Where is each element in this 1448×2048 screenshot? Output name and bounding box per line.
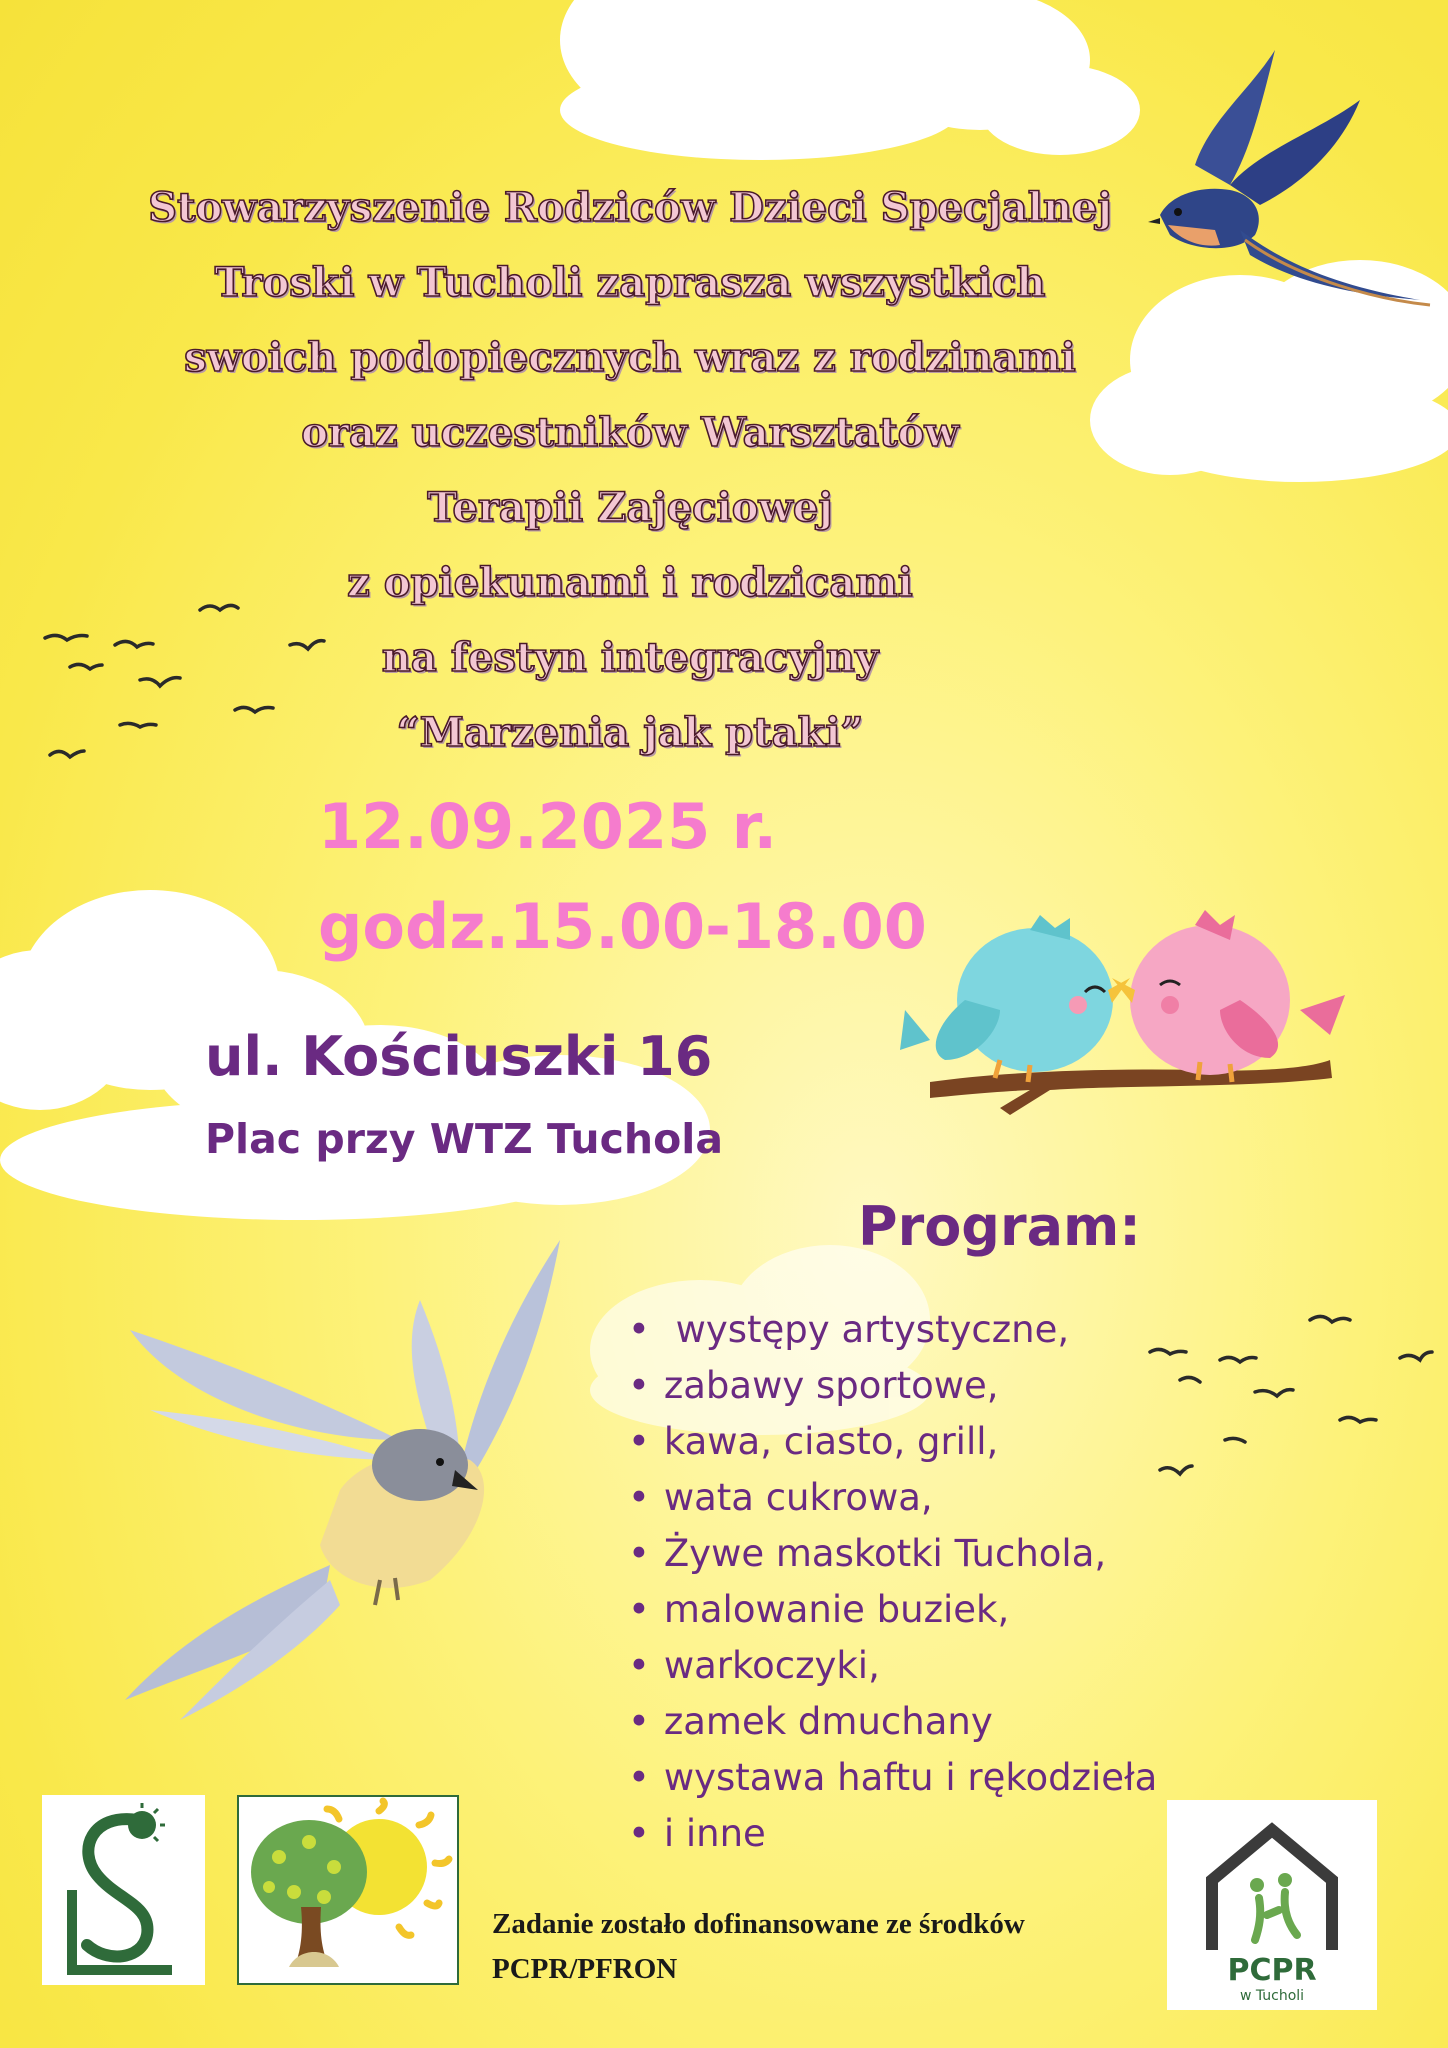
event-street: ul. Kościuszki 16	[205, 1025, 713, 1088]
cloud-icon	[560, 0, 1140, 160]
program-title: Program:	[858, 1195, 1141, 1258]
program-item: • warkoczyki,	[628, 1638, 1157, 1694]
association-logo-icon	[42, 1795, 205, 1985]
program-item: • wata cukrowa,	[628, 1470, 1157, 1526]
program-list	[628, 1302, 1157, 1862]
event-place: Plac przy WTZ Tuchola	[205, 1115, 724, 1163]
program-item: • Żywe maskotki Tuchola,	[628, 1526, 1157, 1582]
funding-line: Zadanie zostało dofinansowane ze środków	[492, 1908, 1025, 1940]
event-name: “Marzenia jak ptaki”	[396, 709, 864, 756]
program-item: • kawa, ciasto, grill,	[628, 1414, 1157, 1470]
invitation-line: swoich podopiecznych wraz z rodzinami	[184, 334, 1076, 381]
association-logo	[42, 1795, 205, 1985]
invitation-line: Terapii Zajęciowej	[427, 484, 833, 531]
cartoon-lovebirds-icon	[900, 910, 1345, 1115]
pink-bird-icon	[1112, 910, 1345, 1082]
pcpr-name: PCPR	[1227, 1953, 1317, 1988]
program-item: • wystawa haftu i rękodzieła	[628, 1750, 1157, 1806]
program-item: • zabawy sportowe,	[628, 1358, 1157, 1414]
invitation-line: Troski w Tucholi zaprasza wszystkich	[214, 259, 1046, 306]
invitation-line: oraz uczestników Warsztatów	[301, 409, 959, 456]
funding-note	[492, 1902, 1025, 1992]
invitation-line: na festyn integracyjny	[381, 634, 879, 681]
invitation-line: Stowarzyszenie Rodziców Dzieci Specjalnej	[148, 184, 1112, 231]
flying-finch-icon	[125, 1240, 560, 1720]
program-item: • zamek dmuchany	[628, 1694, 1157, 1750]
pcpr-sub: w Tucholi	[1239, 1988, 1305, 2004]
pcpr-logo	[1167, 1800, 1377, 2010]
event-time: godz.15.00-18.00	[318, 890, 927, 963]
program-item: • malowanie buziek,	[628, 1582, 1157, 1638]
funding-line: PCPR/PFRON	[492, 1953, 678, 1985]
tree-sun-logo	[237, 1795, 459, 1985]
pcpr-house-logo-icon	[1167, 1800, 1377, 2010]
blue-bird-icon	[900, 915, 1130, 1082]
event-date: 12.09.2025 r.	[318, 790, 778, 863]
tree-sun-logo-icon	[239, 1797, 457, 1983]
invitation-text	[90, 170, 1170, 770]
small-bird-silhouette-icon	[1150, 1316, 1432, 1474]
program-item: • i inne	[628, 1806, 1157, 1862]
program-item: • występy artystyczne,	[628, 1302, 1157, 1358]
invitation-line: z opiekunami i rodzicami	[347, 559, 913, 606]
